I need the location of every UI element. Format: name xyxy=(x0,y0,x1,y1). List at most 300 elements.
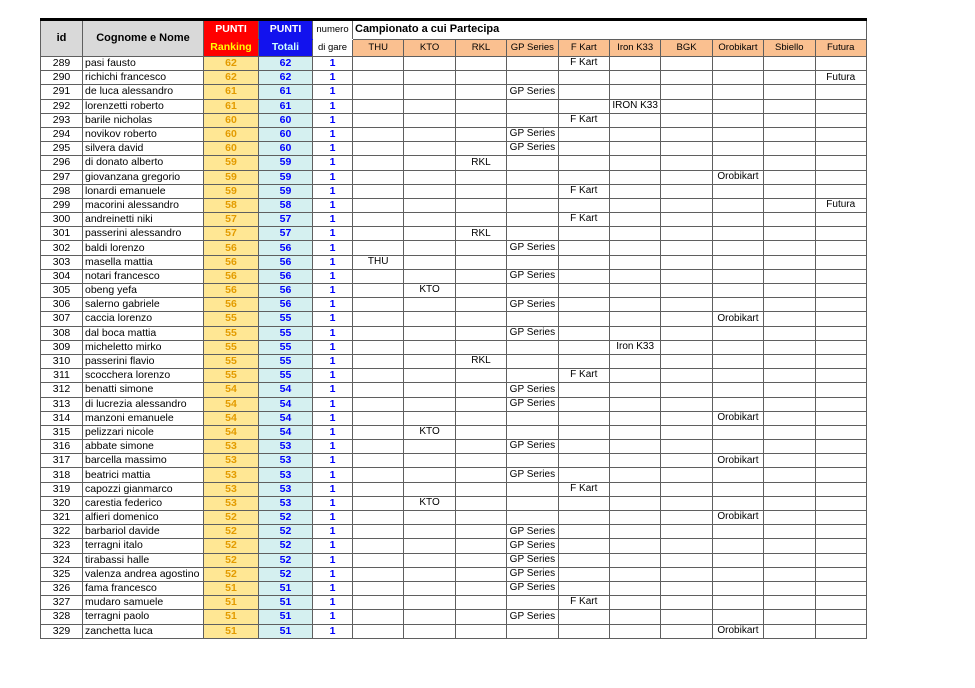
championship-cell xyxy=(661,113,712,127)
column-header-totali-sub: Totali xyxy=(259,40,313,57)
punti-ranking-cell: 52 xyxy=(204,553,259,567)
numero-gare-cell: 1 xyxy=(313,156,353,170)
championship-cell xyxy=(404,454,455,468)
id-cell: 329 xyxy=(41,624,83,638)
punti-totali-cell: 62 xyxy=(259,71,313,85)
championship-cell xyxy=(455,383,506,397)
championship-cell: GP Series xyxy=(507,553,558,567)
numero-gare-cell: 1 xyxy=(313,482,353,496)
punti-ranking-cell: 51 xyxy=(204,581,259,595)
championship-cell: GP Series xyxy=(507,525,558,539)
championship-cell xyxy=(404,198,455,212)
championship-cell xyxy=(609,269,660,283)
championship-cell xyxy=(764,468,815,482)
table-row xyxy=(41,241,867,255)
championship-cell xyxy=(404,241,455,255)
table-row xyxy=(41,326,867,340)
driver-name-cell: capozzi gianmarco xyxy=(83,482,204,496)
table-row xyxy=(41,198,867,212)
championship-cell xyxy=(815,269,866,283)
numero-gare-cell: 1 xyxy=(313,425,353,439)
punti-totali-cell: 60 xyxy=(259,142,313,156)
numero-gare-cell: 1 xyxy=(313,567,353,581)
driver-name-cell: scocchera lorenzo xyxy=(83,369,204,383)
punti-totali-cell: 55 xyxy=(259,354,313,368)
championship-cell xyxy=(764,539,815,553)
championship-cell xyxy=(404,610,455,624)
numero-gare-cell: 1 xyxy=(313,581,353,595)
driver-name-cell: salerno gabriele xyxy=(83,298,204,312)
numero-gare-cell: 1 xyxy=(313,241,353,255)
championship-cell xyxy=(558,99,609,113)
championship-cell xyxy=(764,326,815,340)
championship-cell: GP Series xyxy=(507,581,558,595)
championship-cell: GP Series xyxy=(507,567,558,581)
championship-cell xyxy=(661,170,712,184)
championship-cell xyxy=(609,57,660,71)
championship-cell xyxy=(712,156,763,170)
championship-cell xyxy=(764,482,815,496)
punti-ranking-cell: 55 xyxy=(204,369,259,383)
championship-cell xyxy=(404,85,455,99)
championship-cell xyxy=(455,468,506,482)
championship-cell xyxy=(455,57,506,71)
id-cell: 305 xyxy=(41,284,83,298)
championship-cell xyxy=(404,511,455,525)
championship-cell xyxy=(764,113,815,127)
championship-cell xyxy=(764,425,815,439)
column-header-thu: THU xyxy=(353,40,404,57)
championship-cell xyxy=(404,482,455,496)
championship-cell xyxy=(661,496,712,510)
id-cell: 320 xyxy=(41,496,83,510)
punti-ranking-cell: 55 xyxy=(204,326,259,340)
championship-cell xyxy=(404,99,455,113)
driver-name-cell: valenza andrea agostino xyxy=(83,567,204,581)
championship-cell xyxy=(353,340,404,354)
championship-cell xyxy=(815,567,866,581)
id-cell: 299 xyxy=(41,198,83,212)
table-body xyxy=(41,57,867,639)
punti-ranking-cell: 51 xyxy=(204,610,259,624)
championship-cell xyxy=(764,198,815,212)
championship-cell xyxy=(455,624,506,638)
punti-totali-cell: 59 xyxy=(259,184,313,198)
id-cell: 298 xyxy=(41,184,83,198)
championship-cell xyxy=(661,440,712,454)
punti-ranking-cell: 61 xyxy=(204,99,259,113)
punti-ranking-cell: 59 xyxy=(204,170,259,184)
id-cell: 301 xyxy=(41,227,83,241)
championship-cell xyxy=(609,213,660,227)
championship-cell xyxy=(815,326,866,340)
punti-totali-cell: 54 xyxy=(259,425,313,439)
driver-name-cell: terragni italo xyxy=(83,539,204,553)
championship-cell xyxy=(455,71,506,85)
numero-gare-cell: 1 xyxy=(313,71,353,85)
championship-cell xyxy=(661,298,712,312)
championship-cell xyxy=(558,85,609,99)
punti-totali-cell: 59 xyxy=(259,170,313,184)
championship-cell xyxy=(404,383,455,397)
championship-cell xyxy=(455,298,506,312)
table-row xyxy=(41,354,867,368)
championship-cell xyxy=(712,298,763,312)
driver-name-cell: giovanzana gregorio xyxy=(83,170,204,184)
id-cell: 294 xyxy=(41,127,83,141)
championship-cell xyxy=(353,596,404,610)
championship-cell: Orobikart xyxy=(712,511,763,525)
championship-cell xyxy=(507,369,558,383)
championship-cell xyxy=(815,511,866,525)
championship-cell xyxy=(455,411,506,425)
championship-cell xyxy=(404,468,455,482)
championship-cell xyxy=(609,411,660,425)
championship-cell xyxy=(764,156,815,170)
numero-gare-cell: 1 xyxy=(313,284,353,298)
driver-name-cell: barcella massimo xyxy=(83,454,204,468)
championship-cell: GP Series xyxy=(507,241,558,255)
punti-ranking-cell: 53 xyxy=(204,468,259,482)
punti-totali-cell: 53 xyxy=(259,482,313,496)
championship-cell xyxy=(764,525,815,539)
championship-cell xyxy=(455,184,506,198)
punti-totali-cell: 62 xyxy=(259,57,313,71)
table-row xyxy=(41,553,867,567)
championship-cell xyxy=(353,326,404,340)
championship-cell: Orobikart xyxy=(712,454,763,468)
table-row xyxy=(41,496,867,510)
numero-gare-cell: 1 xyxy=(313,596,353,610)
id-cell: 297 xyxy=(41,170,83,184)
table-row xyxy=(41,156,867,170)
championship-cell xyxy=(353,184,404,198)
column-header-bgk: BGK xyxy=(661,40,712,57)
punti-ranking-cell: 54 xyxy=(204,383,259,397)
championship-cell xyxy=(404,596,455,610)
championship-cell xyxy=(815,468,866,482)
championship-cell xyxy=(507,624,558,638)
championship-cell xyxy=(661,85,712,99)
punti-ranking-cell: 52 xyxy=(204,567,259,581)
championship-cell xyxy=(353,468,404,482)
championship-cell: RKL xyxy=(455,227,506,241)
id-cell: 306 xyxy=(41,298,83,312)
championship-cell: GP Series xyxy=(507,539,558,553)
championship-cell xyxy=(507,57,558,71)
championship-cell xyxy=(764,553,815,567)
championship-cell xyxy=(815,142,866,156)
championship-cell xyxy=(558,411,609,425)
id-cell: 308 xyxy=(41,326,83,340)
punti-ranking-cell: 54 xyxy=(204,411,259,425)
championship-cell: GP Series xyxy=(507,397,558,411)
punti-totali-cell: 51 xyxy=(259,596,313,610)
punti-totali-cell: 56 xyxy=(259,241,313,255)
punti-totali-cell: 55 xyxy=(259,340,313,354)
championship-cell: GP Series xyxy=(507,610,558,624)
championship-cell xyxy=(661,468,712,482)
ranking-table xyxy=(40,18,867,639)
driver-name-cell: andreinetti niki xyxy=(83,213,204,227)
championship-cell xyxy=(764,454,815,468)
championship-cell xyxy=(455,213,506,227)
championship-cell xyxy=(661,610,712,624)
id-cell: 289 xyxy=(41,57,83,71)
championship-cell xyxy=(455,440,506,454)
driver-name-cell: macorini alessandro xyxy=(83,198,204,212)
championship-cell xyxy=(558,255,609,269)
id-cell: 303 xyxy=(41,255,83,269)
ranking-sheet xyxy=(40,18,867,639)
championship-cell xyxy=(815,99,866,113)
championship-cell xyxy=(815,440,866,454)
championship-cell xyxy=(558,610,609,624)
championship-cell xyxy=(558,326,609,340)
championship-cell xyxy=(764,184,815,198)
punti-ranking-cell: 57 xyxy=(204,213,259,227)
driver-name-cell: di donato alberto xyxy=(83,156,204,170)
championship-cell xyxy=(353,425,404,439)
championship-cell xyxy=(353,369,404,383)
championship-cell xyxy=(609,553,660,567)
numero-gare-cell: 1 xyxy=(313,57,353,71)
punti-ranking-cell: 56 xyxy=(204,255,259,269)
championship-cell xyxy=(661,156,712,170)
table-row xyxy=(41,624,867,638)
table-row xyxy=(41,170,867,184)
id-cell: 313 xyxy=(41,397,83,411)
championship-cell xyxy=(609,369,660,383)
championship-cell xyxy=(455,482,506,496)
numero-gare-cell: 1 xyxy=(313,99,353,113)
numero-gare-cell: 1 xyxy=(313,511,353,525)
punti-totali-cell: 56 xyxy=(259,269,313,283)
championship-cell xyxy=(558,156,609,170)
championship-cell xyxy=(455,454,506,468)
championship-cell xyxy=(455,511,506,525)
championship-cell xyxy=(353,127,404,141)
championship-cell xyxy=(764,354,815,368)
championship-cell: Futura xyxy=(815,198,866,212)
punti-totali-cell: 52 xyxy=(259,539,313,553)
numero-gare-cell: 1 xyxy=(313,411,353,425)
championship-cell xyxy=(455,326,506,340)
championship-cell xyxy=(764,624,815,638)
championship-cell xyxy=(353,99,404,113)
table-row xyxy=(41,284,867,298)
championship-cell xyxy=(661,454,712,468)
championship-cell xyxy=(661,425,712,439)
table-row xyxy=(41,99,867,113)
punti-totali-cell: 56 xyxy=(259,255,313,269)
championship-cell xyxy=(815,57,866,71)
championship-cell xyxy=(764,440,815,454)
championship-cell xyxy=(712,71,763,85)
championship-cell xyxy=(609,440,660,454)
numero-gare-cell: 1 xyxy=(313,170,353,184)
numero-gare-cell: 1 xyxy=(313,298,353,312)
punti-totali-cell: 54 xyxy=(259,411,313,425)
championship-cell xyxy=(558,440,609,454)
id-cell: 325 xyxy=(41,567,83,581)
championship-cell xyxy=(353,539,404,553)
championship-cell xyxy=(455,312,506,326)
championship-cell xyxy=(353,241,404,255)
punti-totali-cell: 56 xyxy=(259,298,313,312)
championship-cell xyxy=(815,298,866,312)
championship-cell xyxy=(609,284,660,298)
championship-cell xyxy=(661,383,712,397)
driver-name-cell: pelizzari nicole xyxy=(83,425,204,439)
championship-cell xyxy=(764,596,815,610)
championship-cell xyxy=(815,425,866,439)
id-cell: 296 xyxy=(41,156,83,170)
punti-totali-cell: 54 xyxy=(259,383,313,397)
championship-cell xyxy=(353,269,404,283)
championship-cell xyxy=(558,525,609,539)
championship-cell xyxy=(712,326,763,340)
championship-cell: F Kart xyxy=(558,596,609,610)
column-header-rkl: RKL xyxy=(455,40,506,57)
championship-cell xyxy=(507,113,558,127)
championship-cell xyxy=(404,170,455,184)
championship-cell xyxy=(507,99,558,113)
championship-cell xyxy=(815,170,866,184)
id-cell: 295 xyxy=(41,142,83,156)
punti-ranking-cell: 53 xyxy=(204,496,259,510)
championship-cell xyxy=(609,255,660,269)
championship-cell xyxy=(712,227,763,241)
championship-cell: GP Series xyxy=(507,142,558,156)
championship-cell xyxy=(815,482,866,496)
championship-cell xyxy=(815,227,866,241)
championship-cell xyxy=(609,184,660,198)
championship-cell xyxy=(507,496,558,510)
championship-cell xyxy=(404,354,455,368)
championship-cell xyxy=(353,624,404,638)
championship-cell xyxy=(353,170,404,184)
championship-cell xyxy=(712,369,763,383)
championship-cell xyxy=(404,411,455,425)
punti-ranking-cell: 53 xyxy=(204,454,259,468)
punti-ranking-cell: 61 xyxy=(204,85,259,99)
championship-cell xyxy=(507,198,558,212)
championship-cell: Futura xyxy=(815,71,866,85)
championship-cell xyxy=(661,198,712,212)
driver-name-cell: de luca alessandro xyxy=(83,85,204,99)
table-row xyxy=(41,397,867,411)
table-row xyxy=(41,411,867,425)
championship-cell xyxy=(815,184,866,198)
numero-gare-cell: 1 xyxy=(313,213,353,227)
championship-cell xyxy=(609,454,660,468)
punti-totali-cell: 59 xyxy=(259,156,313,170)
championship-cell: Orobikart xyxy=(712,624,763,638)
championship-cell xyxy=(712,269,763,283)
punti-totali-cell: 57 xyxy=(259,213,313,227)
championship-cell xyxy=(764,581,815,595)
championship-cell xyxy=(661,57,712,71)
championship-cell xyxy=(661,525,712,539)
championship-cell xyxy=(455,369,506,383)
championship-cell xyxy=(455,284,506,298)
id-cell: 290 xyxy=(41,71,83,85)
championship-cell xyxy=(815,213,866,227)
championship-cell xyxy=(712,113,763,127)
punti-totali-cell: 53 xyxy=(259,440,313,454)
column-header-punti-ranking: PUNTI xyxy=(204,20,259,40)
driver-name-cell: abbate simone xyxy=(83,440,204,454)
championship-cell xyxy=(815,113,866,127)
punti-ranking-cell: 54 xyxy=(204,397,259,411)
championship-cell xyxy=(404,340,455,354)
punti-ranking-cell: 52 xyxy=(204,525,259,539)
championship-cell xyxy=(609,312,660,326)
championship-cell xyxy=(609,397,660,411)
table-row xyxy=(41,57,867,71)
championship-cell xyxy=(661,184,712,198)
championship-cell xyxy=(712,496,763,510)
driver-name-cell: notari francesco xyxy=(83,269,204,283)
driver-name-cell: novikov roberto xyxy=(83,127,204,141)
championship-cell xyxy=(404,553,455,567)
driver-name-cell: silvera david xyxy=(83,142,204,156)
punti-ranking-cell: 55 xyxy=(204,340,259,354)
table-row xyxy=(41,142,867,156)
championship-cell xyxy=(404,440,455,454)
punti-totali-cell: 54 xyxy=(259,397,313,411)
championship-cell xyxy=(455,539,506,553)
numero-gare-cell: 1 xyxy=(313,198,353,212)
championship-cell xyxy=(558,553,609,567)
campionato-group-header: Campionato a cui Partecipa xyxy=(353,20,867,40)
championship-cell xyxy=(558,624,609,638)
championship-cell xyxy=(558,567,609,581)
championship-cell: GP Series xyxy=(507,127,558,141)
table-row xyxy=(41,85,867,99)
punti-totali-cell: 61 xyxy=(259,85,313,99)
championship-cell xyxy=(815,581,866,595)
punti-totali-cell: 56 xyxy=(259,284,313,298)
championship-cell xyxy=(353,553,404,567)
championship-cell xyxy=(712,383,763,397)
championship-cell xyxy=(764,340,815,354)
championship-cell xyxy=(353,397,404,411)
championship-cell xyxy=(661,326,712,340)
championship-cell xyxy=(815,397,866,411)
championship-cell xyxy=(609,85,660,99)
numero-gare-cell: 1 xyxy=(313,383,353,397)
championship-cell xyxy=(712,440,763,454)
driver-name-cell: barile nicholas xyxy=(83,113,204,127)
championship-cell xyxy=(455,255,506,269)
punti-ranking-cell: 57 xyxy=(204,227,259,241)
championship-cell xyxy=(455,340,506,354)
championship-cell xyxy=(712,340,763,354)
championship-cell xyxy=(815,525,866,539)
championship-cell: F Kart xyxy=(558,369,609,383)
championship-cell xyxy=(455,85,506,99)
championship-cell xyxy=(712,354,763,368)
championship-cell xyxy=(661,213,712,227)
championship-cell: Orobikart xyxy=(712,312,763,326)
championship-cell xyxy=(404,71,455,85)
championship-cell xyxy=(815,284,866,298)
table-row xyxy=(41,255,867,269)
championship-cell xyxy=(455,397,506,411)
driver-name-cell: mudaro samuele xyxy=(83,596,204,610)
